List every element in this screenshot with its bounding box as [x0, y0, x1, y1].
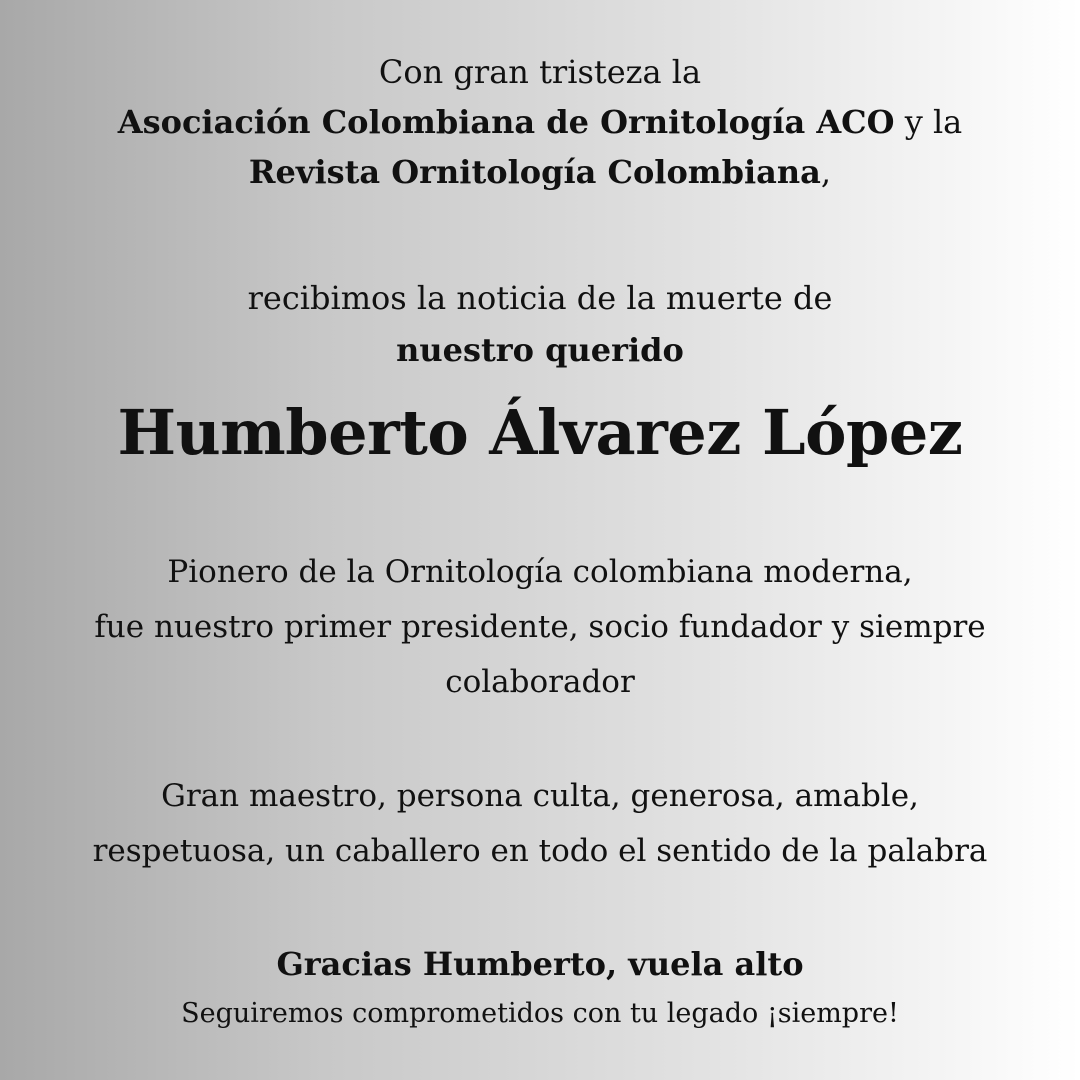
organization-name: Asociación Colombiana de Ornitología ACO — [117, 103, 895, 141]
pioneer-line-2: fue nuestro primer presidente, socio fundador y siempre — [94, 609, 986, 645]
pioneer-line-3: colaborador — [445, 664, 635, 700]
qualities-line-1: Gran maestro, persona culta, generosa, amable, — [161, 778, 919, 814]
journal-name: Revista Ornitología Colombiana — [248, 153, 821, 191]
connector-text: y la — [894, 103, 963, 141]
honoree-name: Humberto Álvarez López — [117, 396, 963, 469]
intro-line: Con gran tristeza la — [378, 53, 702, 91]
org-line — [0, 102, 1080, 152]
journal-line — [0, 152, 1080, 202]
thanks-line: Gracias Humberto, vuela alto — [276, 945, 804, 983]
qualities-block — [0, 776, 1080, 886]
pioneer-line-1: Pionero de la Ornitología colombiana moderna, — [167, 554, 913, 590]
journal-suffix: , — [820, 153, 832, 191]
intro-block — [0, 52, 1080, 202]
news-block — [0, 278, 1080, 382]
pioneer-block — [0, 552, 1080, 717]
news-line: recibimos la noticia de la muerte de — [247, 279, 833, 317]
beloved-line: nuestro querido — [396, 331, 684, 369]
legacy-line: Seguiremos comprometidos con tu legado ¡siempre! — [181, 998, 899, 1029]
qualities-line-2: respetuosa, un caballero en todo el sentido de la palabra — [92, 833, 988, 869]
